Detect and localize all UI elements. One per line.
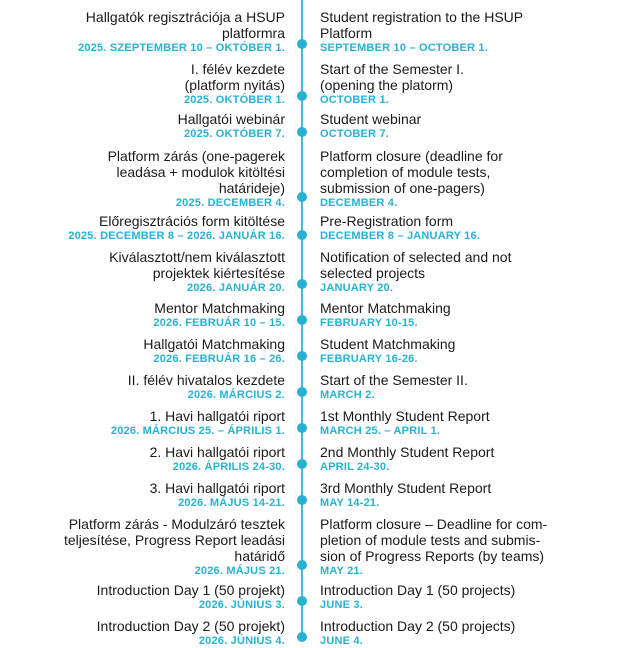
hungarian-block (0, 9, 285, 55)
english-event-title: Platform closure (deadline for completion of module tests, submission of one-pagers) (320, 148, 503, 196)
english-event-date: JUNE 4. (320, 635, 363, 647)
hungarian-event-title: Hallgatók regisztrációja a HSUP platformra (85, 9, 285, 41)
english-block (320, 148, 615, 210)
timeline-dot (297, 423, 307, 433)
timeline-dot (297, 495, 307, 505)
hungarian-block (0, 249, 285, 295)
hungarian-block (0, 111, 285, 141)
english-event-date: DECEMBER 4. (320, 197, 398, 209)
english-event-date: JUNE 3. (320, 599, 363, 611)
hungarian-event-date: 2025. DECEMBER 4. (175, 197, 285, 209)
hungarian-block (0, 372, 285, 402)
hungarian-event-date: 2026. ÁPRILIS 24-30. (172, 461, 285, 473)
hungarian-block (0, 618, 285, 648)
hungarian-event-date: 2025. OKTÓBER 7. (183, 128, 285, 140)
hungarian-event-title: 1. Havi hallgatói riport (149, 408, 285, 424)
hungarian-block (0, 444, 285, 474)
hungarian-event-date: 2026. JANUÁR 20. (187, 282, 285, 294)
timeline-dot (297, 39, 307, 49)
hungarian-event-date: 2026. MÁJUS 21. (194, 565, 285, 577)
hungarian-event-title: Hallgatói webinár (177, 111, 285, 127)
hungarian-event-title: I. félév kezdete (platform nyitás) (184, 61, 285, 93)
timeline-dot (297, 459, 307, 469)
english-block (320, 408, 615, 438)
english-block (320, 249, 615, 295)
hungarian-block (0, 61, 285, 107)
english-event-title: 3rd Monthly Student Report (320, 480, 492, 496)
english-block (320, 444, 615, 474)
english-event-date: OCTOBER 7. (320, 128, 390, 140)
english-event-date: MAY 21. (320, 565, 363, 577)
english-event-date: FEBRUARY 16-26. (320, 353, 418, 365)
english-event-title: Introduction Day 1 (50 projects) (320, 582, 516, 598)
hungarian-event-title: Előregisztrációs form kitöltése (99, 213, 285, 229)
english-event-date: MARCH 2. (320, 389, 375, 401)
timeline-dot (297, 91, 307, 101)
hungarian-event-date: 2026. MÁRCIUS 2. (187, 389, 285, 401)
timeline-dot (297, 632, 307, 642)
timeline-dot (297, 351, 307, 361)
english-block (320, 618, 615, 648)
english-event-date: SEPTEMBER 10 – OCTOBER 1. (320, 42, 489, 54)
english-event-title: Introduction Day 2 (50 projects) (320, 618, 516, 634)
hungarian-event-date: 2026. JÚNIUS 3. (198, 599, 285, 611)
english-event-title: Notification of selected and not selected projects (320, 249, 512, 281)
english-event-date: FEBRUARY 10-15. (320, 317, 418, 329)
english-block (320, 300, 615, 330)
english-event-title: Mentor Matchmaking (320, 300, 451, 316)
english-block (320, 9, 615, 55)
english-event-date: APRIL 24-30. (320, 461, 390, 473)
hungarian-event-title: Platform zárás (one-pagerek leadása + modulok kitöltési határideje) (107, 148, 285, 196)
hungarian-event-date: 2025. OKTÓBER 1. (183, 94, 285, 106)
hungarian-event-title: Mentor Matchmaking (154, 300, 285, 316)
english-block (320, 480, 615, 510)
english-block (320, 111, 615, 141)
english-event-title: Student webinar (320, 111, 422, 127)
hungarian-event-date: 2026. FEBRUÁR 16 – 26. (153, 353, 285, 365)
hungarian-block (0, 300, 285, 330)
timeline-dot (297, 387, 307, 397)
hungarian-event-date: 2025. DECEMBER 8 – 2026. JANUÁR 16. (68, 230, 285, 242)
hungarian-event-date: 2026. MÁJUS 14-21. (178, 497, 285, 509)
timeline-dot (297, 230, 307, 240)
timeline-dot (297, 279, 307, 289)
hungarian-event-date: 2025. SZEPTEMBER 10 – OKTÓBER 1. (78, 42, 285, 54)
hungarian-event-title: Introduction Day 2 (50 projekt) (96, 618, 285, 634)
english-event-date: JANUARY 20. (320, 282, 394, 294)
english-block (320, 582, 615, 612)
english-event-title: 1st Monthly Student Report (320, 408, 490, 424)
english-block (320, 336, 615, 366)
hungarian-event-title: 2. Havi hallgatói riport (149, 444, 285, 460)
timeline-dot (297, 192, 307, 202)
english-event-title: Platform closure – Deadline for com- pletion of module tests and submis- sion of Progress Reports (by teams) (320, 516, 548, 564)
hungarian-event-title: Hallgatói Matchmaking (143, 336, 285, 352)
english-event-title: 2nd Monthly Student Report (320, 444, 495, 460)
english-event-date: OCTOBER 1. (320, 94, 390, 106)
english-event-title: Student Matchmaking (320, 336, 456, 352)
english-event-title: Student registration to the HSUP Platform (320, 9, 524, 41)
hungarian-block (0, 148, 285, 210)
hungarian-event-date: 2026. FEBRUÁR 10 – 15. (153, 317, 285, 329)
hungarian-event-title: 3. Havi hallgatói riport (149, 480, 285, 496)
timeline-dot (297, 127, 307, 137)
english-block (320, 372, 615, 402)
hungarian-event-title: Introduction Day 1 (50 projekt) (96, 582, 285, 598)
hungarian-event-date: 2026. MÁRCIUS 25. – ÁPRILIS 1. (110, 425, 285, 437)
hungarian-block (0, 408, 285, 438)
timeline-dot (297, 596, 307, 606)
english-block (320, 213, 615, 243)
english-event-title: Start of the Semester I. (opening the platorm) (320, 61, 464, 93)
english-event-title: Start of the Semester II. (320, 372, 468, 388)
english-event-title: Pre-Registration form (320, 213, 454, 229)
hungarian-event-title: Kiválasztott/nem kiválasztott projektek kiértesítése (109, 249, 285, 281)
english-block (320, 516, 615, 578)
hungarian-block (0, 516, 285, 578)
timeline-dot (297, 560, 307, 570)
english-event-date: DECEMBER 8 – JANUARY 16. (320, 230, 481, 242)
hungarian-block (0, 336, 285, 366)
hungarian-block (0, 480, 285, 510)
hungarian-block (0, 213, 285, 243)
english-event-date: MARCH 25. – APRIL 1. (320, 425, 441, 437)
hungarian-block (0, 582, 285, 612)
hungarian-event-title: Platform zárás - Modulzáró tesztek teljesítése, Progress Report leadási határidő (64, 516, 285, 564)
english-event-date: MAY 14-21. (320, 497, 380, 509)
hungarian-event-date: 2026. JÚNIUS 4. (198, 635, 285, 647)
timeline-dot (297, 315, 307, 325)
hungarian-event-title: II. félév hivatalos kezdete (127, 372, 285, 388)
english-block (320, 61, 615, 107)
